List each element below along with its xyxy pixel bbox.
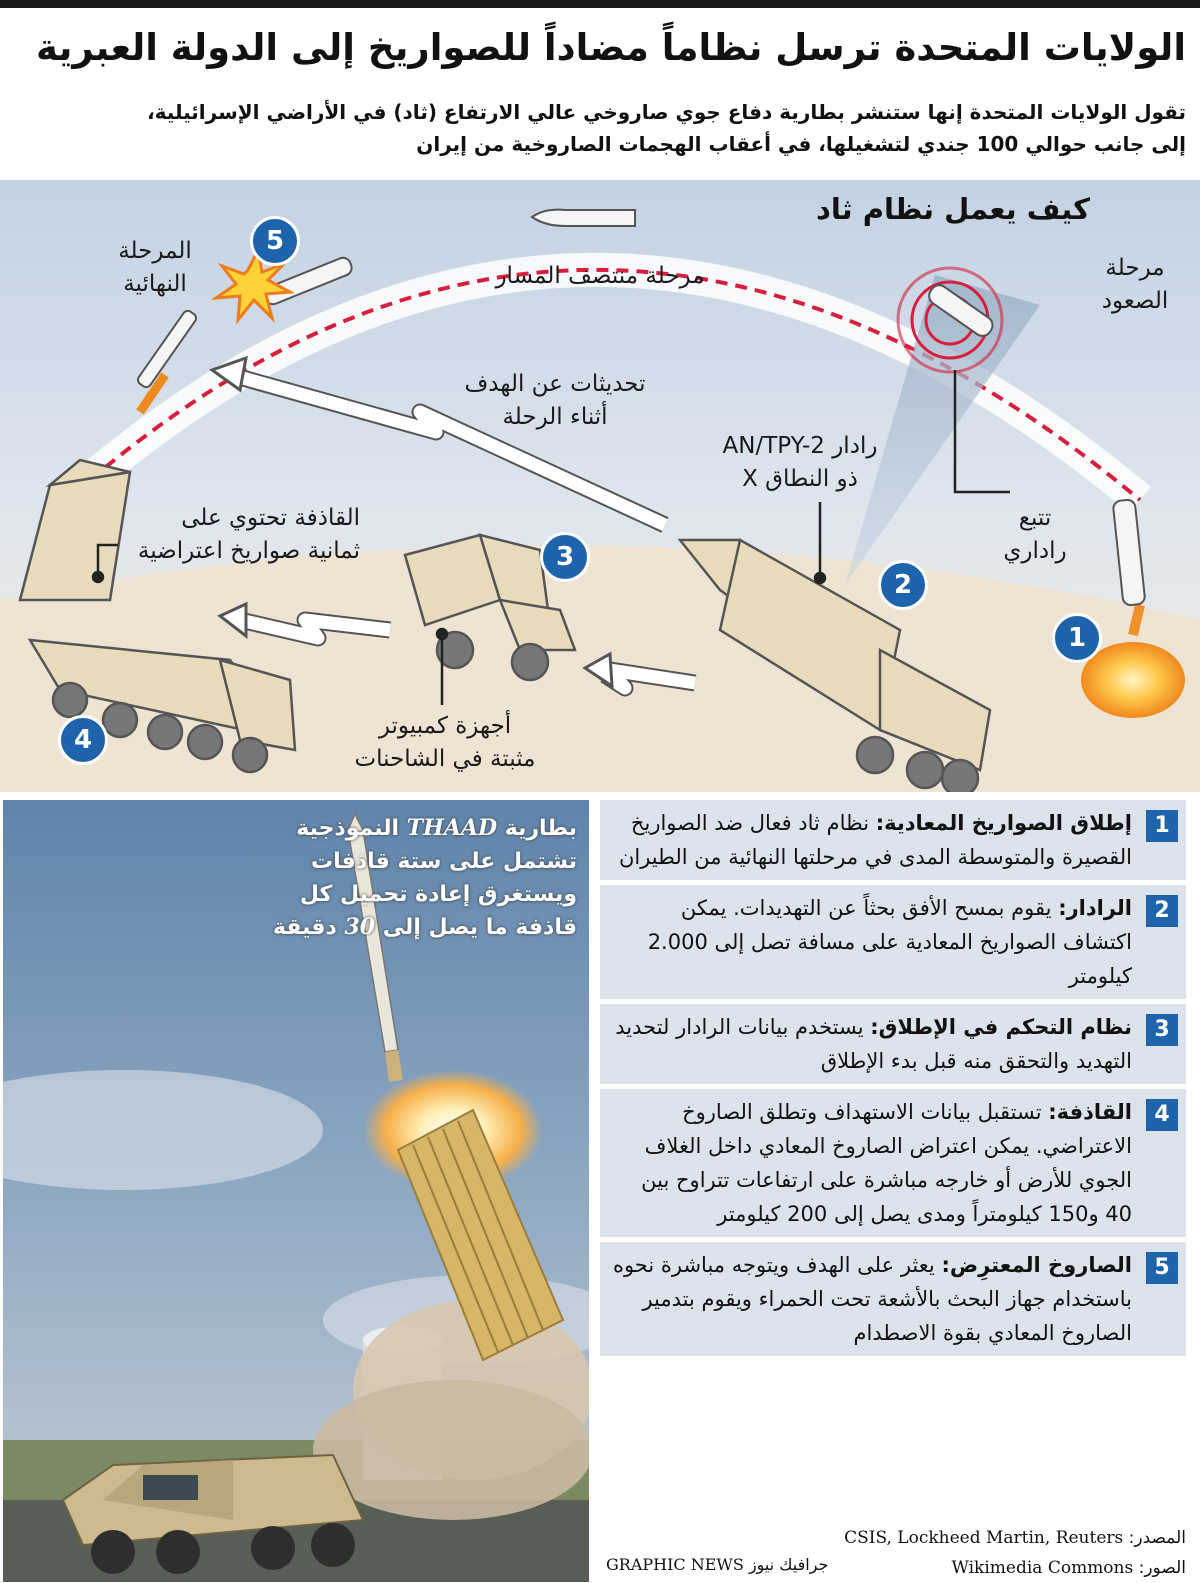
step-4-box — [600, 1089, 1186, 1237]
credit-brand: GRAPHIC NEWS — [606, 1555, 744, 1574]
step-title-5: الصاروخ المعترِض: — [941, 1253, 1132, 1277]
step-text-5: يعثر على الهدف ويتوجه مباشرة نحوه باستخدام جهاز البحث بالأشعة تحت الحمراء ويقوم بتدمير الصاروخ المعادي بقوة الاصطدام — [612, 1253, 1132, 1345]
step-badge-2: 2 — [878, 560, 928, 610]
target-updates-label: تحديثات عن الهدف أثناء الرحلة — [464, 371, 646, 430]
step-title-4: القاذفة: — [1048, 1100, 1132, 1124]
step-number-5: 5 — [1146, 1252, 1178, 1284]
midcourse-phase-label: مرحلة منتصف المسار — [495, 263, 705, 289]
step-text-2: يقوم بمسح الأفق بحثاً عن التهديدات. يمكن اكتشاف الصواريخ المعادية على مسافة تصل إلى 2.000 كيلومتر — [647, 896, 1132, 988]
radar-type-label: رادار AN/TPY-2 ذو النطاق X — [722, 433, 878, 492]
step-title-2: الرادار: — [1058, 896, 1132, 920]
launcher-label: القاذفة تحتوي على ثمانية صواريخ اعتراضية — [137, 505, 360, 564]
step-text-4: تستقبل بيانات الاستهداف وتطلق الصاروخ الاعتراضي. يمكن اعتراض الصاروخ المعادي داخل الغلاف الجوي للأرض أو خارجه مباشرة على ارتفاعات تتراوح بين 40 و150 كيلومتراً ومدى يصل إلى 200 كيلومتر — [641, 1100, 1132, 1226]
step-number-4: 4 — [1146, 1099, 1178, 1131]
credit-arabic: جرافيك نيوز — [748, 1555, 829, 1574]
step-badge-1: 1 — [1052, 613, 1102, 663]
source-label: المصدر: — [1128, 1528, 1186, 1548]
step-badge-3: 3 — [540, 532, 590, 582]
step-title-3: نظام التحكم في الإطلاق: — [870, 1015, 1132, 1039]
steps-panel — [600, 800, 1186, 1361]
source-value: CSIS, Lockheed Martin, Reuters — [844, 1528, 1124, 1548]
subtitle-line-1: تقول الولايات المتحدة إنها ستنشر بطارية دفاع جوي صاروخي عالي الارتفاع (ثاد) في الأراضي الإسرائيلية، — [147, 100, 1186, 124]
subtitle-line-2: إلى جانب حوالي 100 جندي لتشغيلها، في أعقاب الهجمات الصاروخية من إيران — [416, 132, 1186, 156]
step-text-3: يستخدم بيانات الرادار لتحديد التهديد والتحقق منه قبل بدء الإطلاق — [615, 1015, 1132, 1073]
computers-label: أجهزة كمبيوتر مثبتة في الشاحنات — [354, 713, 536, 772]
step-title-1: إطلاق الصواريخ المعادية: — [875, 811, 1132, 835]
step-2-box — [600, 885, 1186, 999]
page-title: الولايات المتحدة ترسل نظاماً مضاداً للصواريخ إلى الدولة العبرية — [36, 26, 1186, 69]
enemy-missile-midcourse — [532, 210, 635, 226]
thaad-diagram — [0, 180, 1200, 792]
step-number-1: 1 — [1146, 810, 1178, 842]
step-text-1: نظام ثاد فعال ضد الصواريخ القصيرة والمتوسطة المدى في مرحلتها النهائية من الطيران — [618, 811, 1132, 869]
step-5-box — [600, 1242, 1186, 1356]
page-subtitle — [14, 96, 1186, 160]
step-number-2: 2 — [1146, 895, 1178, 927]
source-credits — [844, 1523, 1186, 1583]
radar-tracking-label: تتبع راداري — [1003, 505, 1067, 564]
step-number-3: 3 — [1146, 1014, 1178, 1046]
photos-label: الصور: — [1138, 1558, 1186, 1578]
top-rule — [0, 0, 1200, 8]
thaad-launch-photo — [3, 800, 589, 1582]
step-1-box — [600, 800, 1186, 880]
step-badge-4: 4 — [58, 715, 108, 765]
graphic-news-credit — [606, 1555, 828, 1574]
photos-value: Wikimedia Commons — [951, 1558, 1134, 1578]
terminal-phase-label: المرحلة النهائية — [118, 238, 192, 297]
ascent-phase-label: مرحلة الصعود — [1101, 255, 1169, 314]
step-3-box — [600, 1004, 1186, 1084]
step-badge-5: 5 — [250, 216, 300, 266]
photo-caption: بطارية THAAD النموذجية تشتمل على ستة قاذفات ويستغرق إعادة تحميل كل قاذفة ما يصل إلى 30 دقيقة — [272, 815, 577, 940]
diagram-header: كيف يعمل نظام ثاد — [815, 192, 1090, 226]
